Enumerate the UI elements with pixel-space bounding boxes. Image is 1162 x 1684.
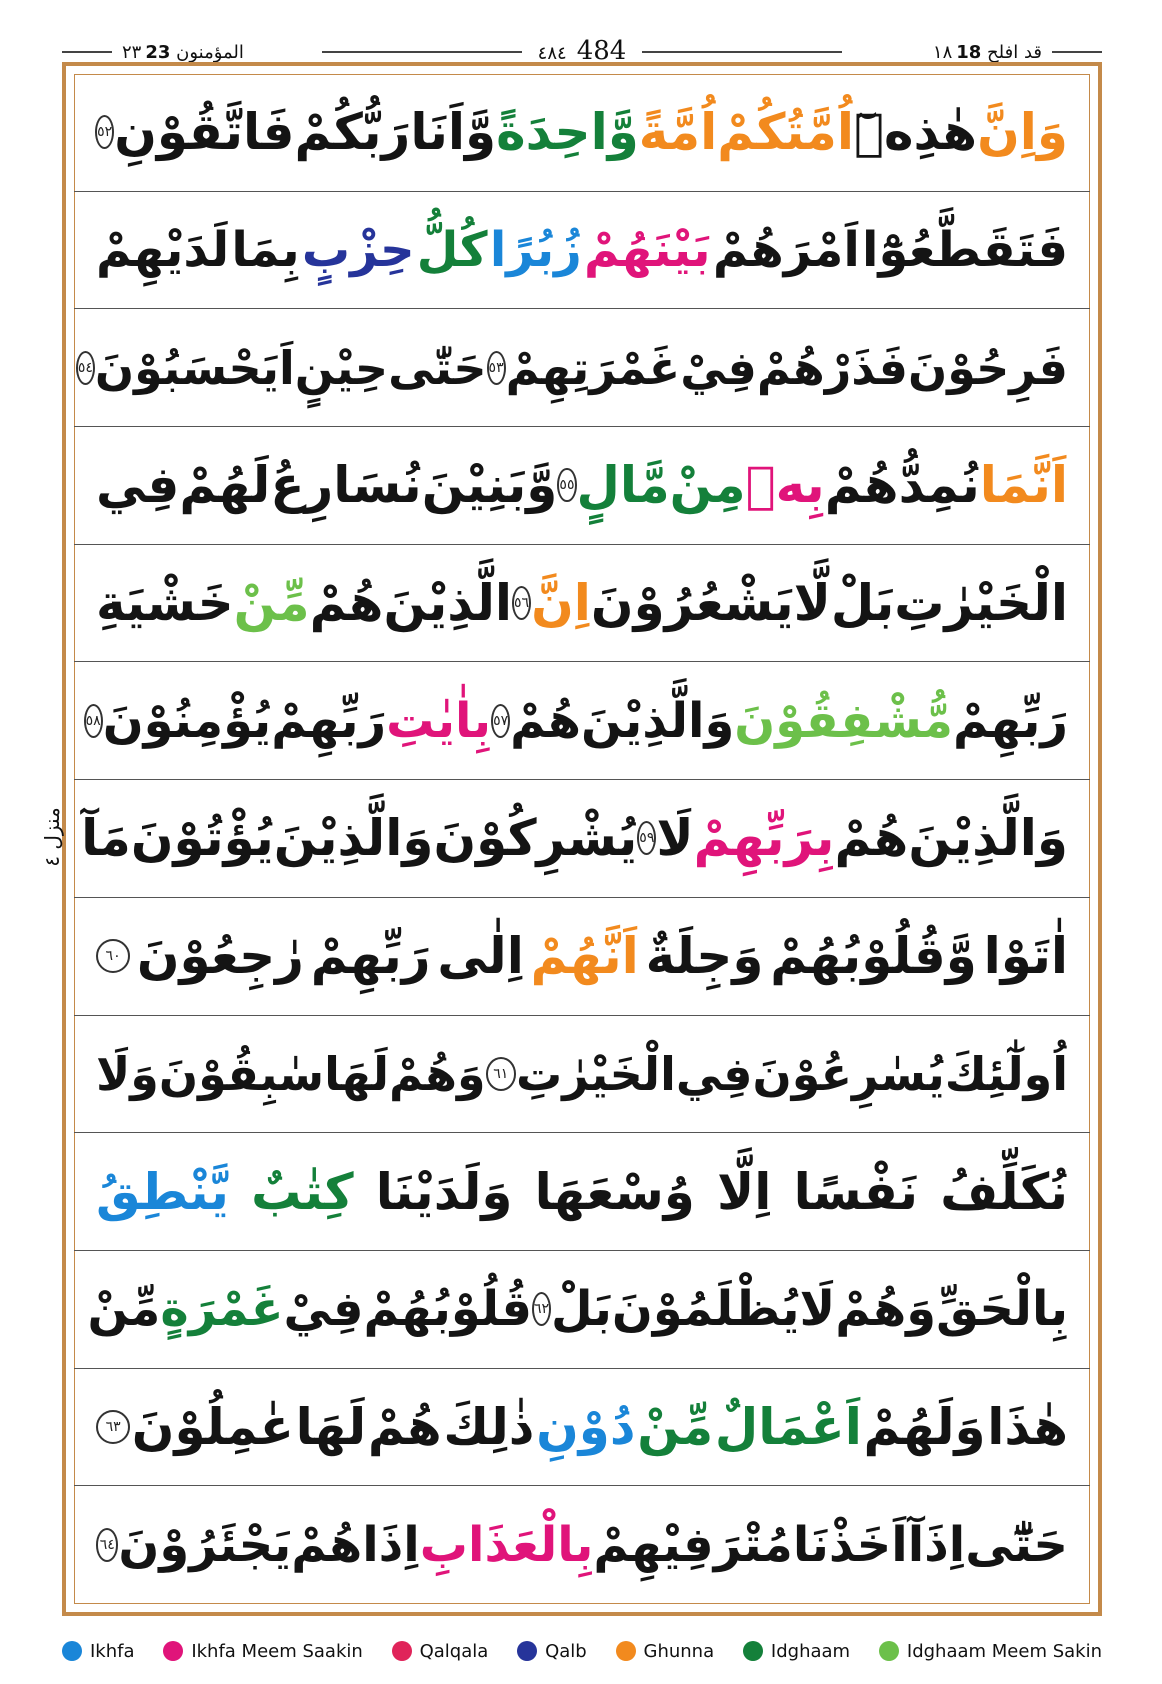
- quran-line: [74, 309, 1090, 427]
- ayah-number-marker: ٦٣: [96, 1410, 130, 1444]
- quran-word: اٰتَوْا: [983, 927, 1068, 986]
- quran-word: يُسٰرِعُوْنَ: [752, 1046, 945, 1101]
- quran-word: وَهُمْ: [835, 1281, 937, 1338]
- quran-word: حِيْنٍ: [294, 340, 389, 395]
- legend-color-dot: [392, 1641, 412, 1661]
- quran-word: اِنَّ: [531, 574, 591, 633]
- quran-word: حَتّٰى: [388, 340, 487, 395]
- quran-word: مُتْرَفِيْهِمْ: [593, 1517, 793, 1574]
- quran-word: هُمْ: [834, 809, 909, 868]
- quran-word: الْخَيْرٰتِ: [516, 1046, 676, 1101]
- quran-word: اَمْرَهُمْ: [712, 222, 860, 279]
- quran-word: بَلْ: [830, 574, 895, 633]
- quran-word: وَّاحِدَةً: [496, 103, 639, 162]
- ayah-number-marker: ٥٢: [95, 115, 114, 149]
- surah-number: 23: [145, 42, 171, 63]
- quran-word: اَنَّهُمْ: [530, 927, 639, 986]
- quran-line: [74, 1016, 1090, 1134]
- quran-word: وَلَا: [96, 1046, 159, 1101]
- quran-line: [74, 1133, 1090, 1251]
- quran-word: مُّشْفِقُوْنَ: [734, 692, 954, 749]
- quran-word: هُمْ: [367, 1397, 442, 1456]
- quran-word: هُمْ: [291, 1517, 363, 1574]
- legend-item: [743, 1641, 850, 1662]
- quran-word: وَاِنَّ: [977, 103, 1068, 162]
- ayah-number-marker: ٦١: [486, 1057, 516, 1091]
- quran-word: اَيَحْسَبُوْنَ: [94, 340, 295, 395]
- ayah-number-marker: ٦٠: [96, 939, 130, 973]
- legend-item: [517, 1641, 587, 1662]
- quran-line: [74, 898, 1090, 1016]
- legend-label: Idghaam Meem Sakin: [906, 1640, 1102, 1662]
- quran-word: اِذَا: [362, 1517, 420, 1574]
- quran-word: يُشْرِكُوْنَ: [433, 809, 638, 868]
- legend-item: [879, 1641, 1102, 1662]
- quran-word: لَا: [656, 809, 694, 868]
- quran-word: مَآ: [81, 809, 131, 868]
- quran-word: فِي: [675, 1046, 753, 1101]
- quran-word: اُمَّتُكُمْ: [717, 103, 855, 162]
- quran-line: [74, 427, 1090, 545]
- quran-word: هٰذَا: [987, 1397, 1068, 1456]
- legend-label: Qalb: [545, 1640, 587, 1662]
- quran-line: [74, 192, 1090, 310]
- manzil-marker: [22, 780, 82, 900]
- quran-word: الْخَيْرٰتِ: [894, 574, 1068, 633]
- surah-name: المؤمنون ٢٣: [122, 42, 244, 63]
- quran-word: هُمْ: [309, 574, 384, 633]
- legend-color-dot: [879, 1641, 899, 1661]
- quran-word: وَّاَنَا: [410, 103, 497, 162]
- quran-line: [74, 662, 1090, 780]
- quran-word: نُكَلِّفُ: [940, 1162, 1068, 1221]
- quran-word: عٰمِلُوْنَ: [131, 1397, 294, 1456]
- quran-word: بِالْحَقِّ: [936, 1281, 1068, 1338]
- quran-word: مِّنْ: [233, 574, 310, 633]
- quran-word: مِّنْ: [87, 1281, 161, 1338]
- quran-word: بِالْعَذَابِ: [419, 1517, 594, 1574]
- quran-word: فَذَرْهُمْ: [756, 340, 908, 395]
- quran-word: وَهُمْ: [389, 1046, 486, 1101]
- quran-word: وَّبَنِيْنَ: [421, 456, 558, 515]
- quran-word: بِمَا: [231, 222, 300, 279]
- quran-word: بِاٰيٰتِ: [386, 692, 492, 749]
- quran-word: لَهَا: [295, 1397, 367, 1456]
- quran-word: فِيْ: [283, 1281, 364, 1338]
- quran-word: رَبِّهِمْ: [953, 692, 1068, 749]
- quran-word: يَشْعُرُوْنَ: [590, 574, 794, 633]
- quran-word: فِيْ: [680, 340, 757, 395]
- quran-word: يُظْلَمُوْنَ: [611, 1281, 800, 1338]
- quran-word: لَهَا: [324, 1046, 390, 1101]
- quran-word: اَعْمَالٌ: [714, 1397, 862, 1456]
- quran-word: بِهٖ: [745, 456, 825, 515]
- quran-word: وَالَّذِيْنَ: [581, 692, 735, 749]
- header-rule-right: [1052, 51, 1102, 53]
- quran-word: اَنَّمَا: [979, 456, 1068, 515]
- quran-word: هُمْ: [510, 692, 582, 749]
- legend-color-dot: [163, 1641, 183, 1661]
- quran-word: هٰذِهٖٓ: [854, 103, 978, 162]
- quran-word: فَتَقَطَّعُوْٓا: [862, 222, 1068, 279]
- ayah-number-marker: ٥٥: [557, 468, 576, 502]
- quran-word: اُمَّةً: [638, 103, 718, 162]
- quran-word: اُولٰٓئِكَ: [944, 1046, 1068, 1101]
- quran-word: سٰبِقُوْنَ: [158, 1046, 325, 1101]
- quran-word: وَجِلَةٌ: [645, 927, 764, 986]
- quran-word: رٰجِعُوْنَ: [136, 927, 304, 986]
- quran-word: وَالَّذِيْنَ: [908, 809, 1068, 868]
- quran-word: ذٰلِكَ: [443, 1397, 535, 1456]
- ayah-number-marker: ٦٤: [96, 1528, 118, 1562]
- legend-item: [163, 1641, 362, 1662]
- quran-word: وُسْعَهَا: [534, 1162, 695, 1221]
- quran-line: [74, 780, 1090, 898]
- quran-word: اِذَآ: [907, 1517, 966, 1574]
- header-rule-mid-right: [642, 51, 842, 53]
- quran-word: لَّا: [793, 574, 831, 633]
- ayah-number-marker: ٥٦: [512, 586, 531, 620]
- quran-word: حِزْبٍ: [301, 222, 415, 279]
- quran-word: حَتّٰٓى: [965, 1517, 1068, 1574]
- ayah-number-marker: ٥٤: [76, 351, 95, 385]
- quran-word: كِتٰبٌ: [251, 1162, 354, 1221]
- quran-word: رَبِّهِمْ: [271, 692, 387, 749]
- page-number-arabic: ٤٨٤: [537, 43, 567, 64]
- legend-color-dot: [743, 1641, 763, 1661]
- quran-word: غَمْرَتِهِمْ: [505, 340, 681, 395]
- quran-line: [74, 1251, 1090, 1369]
- legend-item: [62, 1641, 135, 1662]
- quran-line: [74, 1486, 1090, 1604]
- quran-word: وَلَدَيْنَا: [375, 1162, 513, 1221]
- quran-word: نُسَارِعُ: [270, 456, 422, 515]
- quran-word: وَّقُلُوْبُهُمْ: [770, 927, 977, 986]
- quran-word: مِّنْ: [637, 1397, 714, 1456]
- quran-word: فَرِحُوْنَ: [908, 340, 1068, 395]
- page-number-latin: 484: [576, 36, 627, 66]
- quran-line: [74, 74, 1090, 192]
- quran-word: رَبِّهِمْ: [310, 927, 431, 986]
- ayah-number-marker: ٥٧: [491, 704, 510, 738]
- quran-word: وَالَّذِيْنَ: [273, 809, 434, 868]
- quran-word: يُؤْتُوْنَ: [130, 809, 274, 868]
- quran-word: بَلْ: [551, 1281, 612, 1338]
- juz-number: 18: [956, 42, 982, 63]
- quran-word: يَّنْطِقُ: [96, 1162, 229, 1221]
- legend-label: Idghaam: [770, 1640, 851, 1662]
- quran-word: بِرَبِّهِمْ: [693, 809, 835, 868]
- quran-word: زُبُرًا: [489, 222, 582, 279]
- quran-word: اِلٰى: [437, 927, 524, 986]
- ayah-number-marker: ٥٨: [84, 704, 103, 738]
- quran-text-area: [74, 74, 1090, 1604]
- legend-item: [616, 1641, 715, 1662]
- quran-word: خَشْيَةِ: [95, 574, 234, 633]
- quran-word: دُوْنِ: [536, 1397, 636, 1456]
- quran-word: اَخَذْنَا: [792, 1517, 908, 1574]
- quran-word: يَجْئَرُوْنَ: [118, 1517, 292, 1574]
- ayah-number-marker: ٥٣: [487, 351, 506, 385]
- ayah-number-marker: ٥٩: [637, 821, 656, 855]
- legend-label: Ikhfa Meem Saakin: [191, 1640, 363, 1662]
- legend-color-dot: [517, 1641, 537, 1661]
- juz-name: قد افلح ١٨: [932, 42, 1042, 63]
- quran-word: غَمْرَةٍ: [160, 1281, 284, 1338]
- quran-word: رَبُّكُمْ: [294, 103, 411, 162]
- quran-word: لَدَيْهِمْ: [96, 222, 230, 279]
- quran-word: نُمِدُّهُمْ: [824, 456, 980, 515]
- quran-word: كُلُّ: [416, 222, 488, 279]
- legend-label: Ikhfa: [90, 1640, 135, 1662]
- quran-word: فَاتَّقُوْنِ: [114, 103, 295, 162]
- legend-color-dot: [62, 1641, 82, 1661]
- quran-word: بَيْنَهُمْ: [584, 222, 711, 279]
- tajweed-legend: [62, 1636, 1102, 1666]
- quran-word: اِلَّا: [717, 1162, 772, 1221]
- manzil-label: منزل ٤: [40, 807, 64, 867]
- quran-word: نَفْسًا: [793, 1162, 919, 1221]
- quran-word: وَلَهُمْ: [863, 1397, 986, 1456]
- quran-word: مَّالٍ: [576, 456, 670, 515]
- quran-word: الَّذِيْنَ: [383, 574, 513, 633]
- ayah-number-marker: ٦٢: [532, 1292, 551, 1326]
- quran-word: لَهُمْ: [179, 456, 271, 515]
- quran-line: [74, 545, 1090, 663]
- quran-word: يُؤْمِنُوْنَ: [102, 692, 272, 749]
- quran-word: فِي: [96, 456, 180, 515]
- legend-label: Ghunna: [643, 1640, 715, 1662]
- legend-color-dot: [616, 1641, 636, 1661]
- quran-word: قُلُوْبُهُمْ: [363, 1281, 532, 1338]
- legend-item: [392, 1641, 489, 1662]
- quran-word: مِنْ: [669, 456, 746, 515]
- juz-label: [933, 42, 1042, 63]
- quran-line: [74, 1369, 1090, 1487]
- legend-label: Qalqala: [419, 1640, 489, 1662]
- quran-word: لَا: [799, 1281, 836, 1338]
